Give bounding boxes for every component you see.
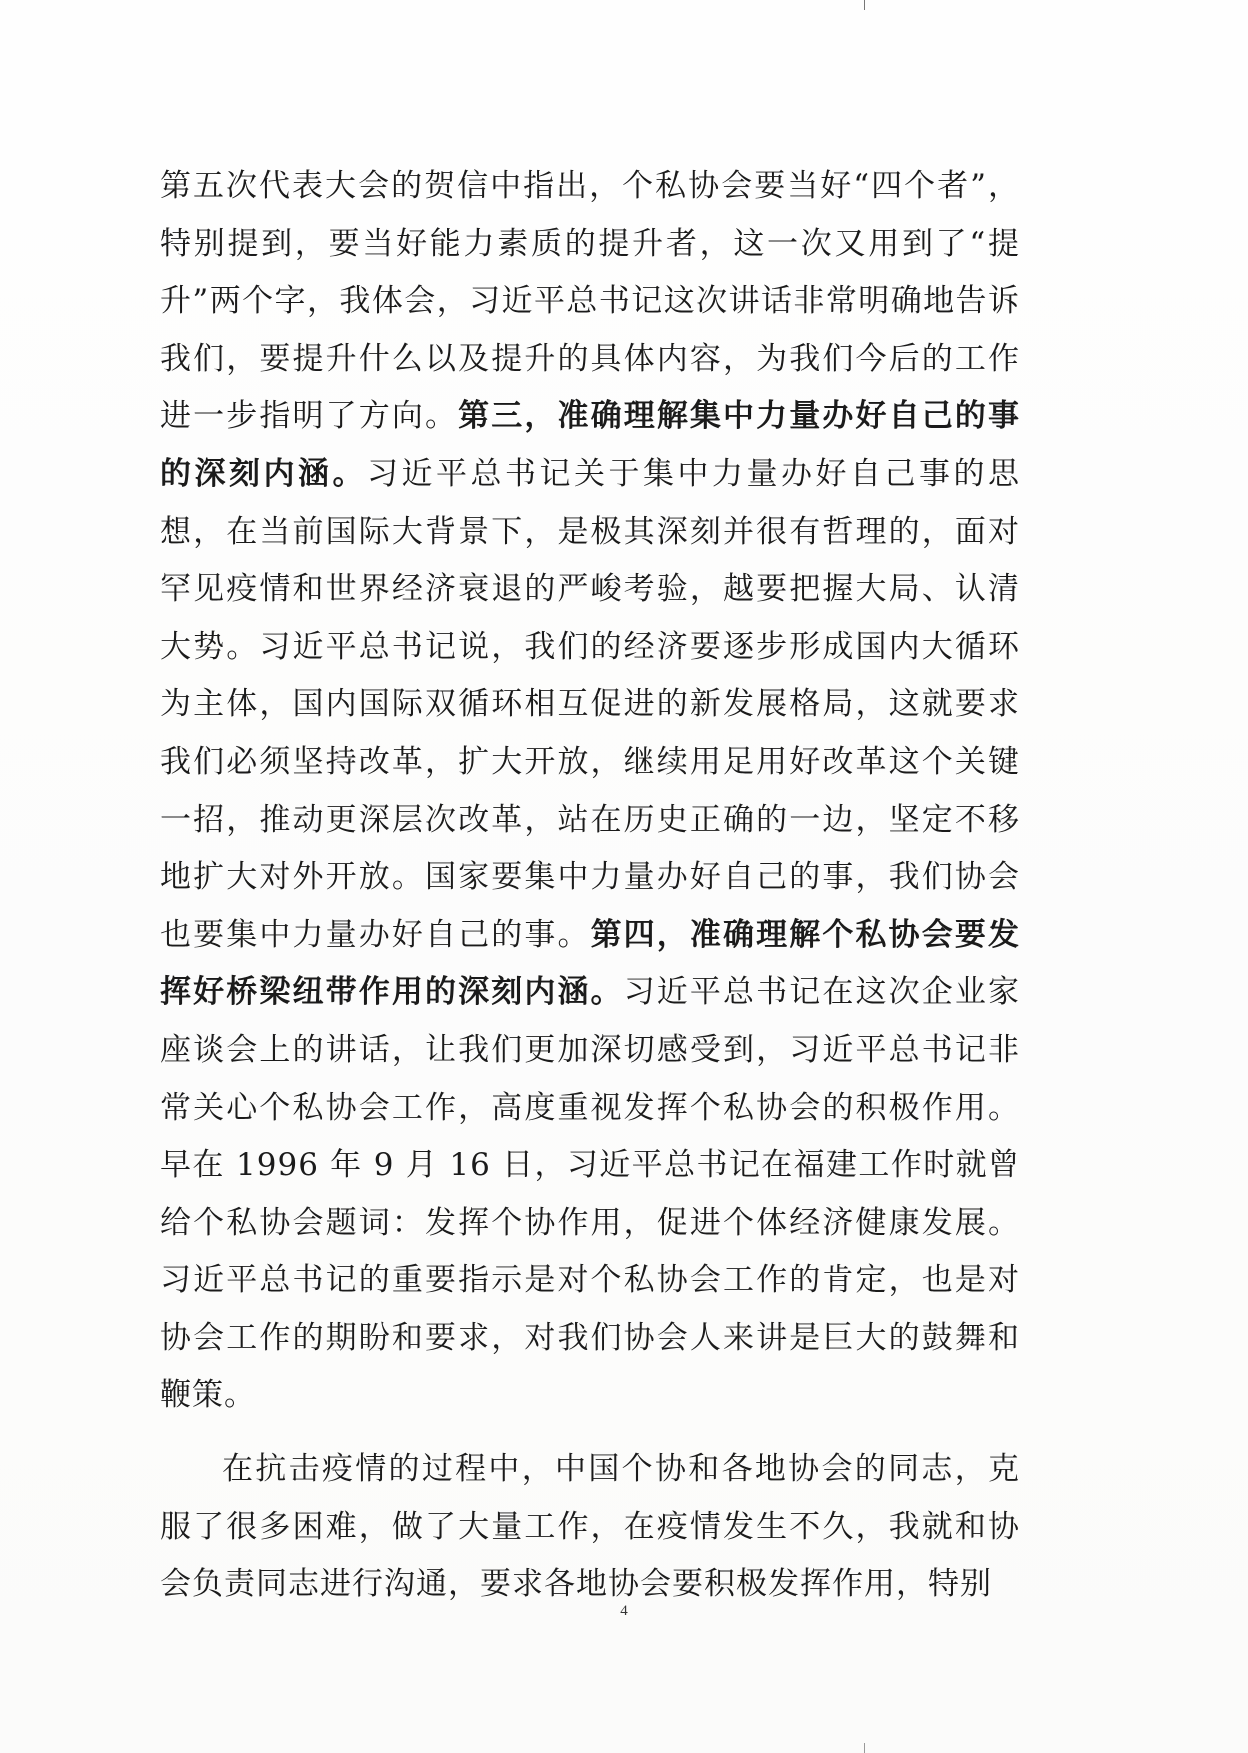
document-body	[160, 158, 1020, 1614]
heading-point-four: 第四，准确理解个私协会要发挥好桥梁纽带作用的深刻内涵。	[160, 916, 1021, 1011]
paragraph-1-text-c: 习近平总书记在这次企业家座谈会上的讲话，让我们更加深切感受到，习近平总书记非常关心个私协会工作，高度重视发挥个私协会的积极作用。早在 1996 年 9 月 16 日，习近平总书记在福建工作时就曾给个私协会题词：发挥个协作用，促进个体经济健康发展。习近平总书记的重要指示是对个私协会工作的肯定，也是对协会工作的期盼和要求，对我们协会人来讲是巨大的鼓舞和鞭策。	[160, 974, 1021, 1414]
page-number: 4	[620, 1603, 628, 1619]
paragraph-1-text-b: 习近平总书记关于集中力量办好自己事的思想，在当前国际大背景下，是极其深刻并很有哲理的，面对罕见疫情和世界经济衰退的严峻考验，越要把握大局、认清大势。习近平总书记说，我们的经济要逐步形成国内大循环为主体，国内国际双循环相互促进的新发展格局，这就要求我们必须坚持改革，扩大开放，继续用足用好改革这个关键一招，推动更深层次改革，站在历史正确的一边，坚定不移地扩大对外开放。国家要集中力量办好自己的事，我们协会也要集中力量办好自己的事。	[160, 455, 1020, 953]
binding-mark-top	[864, 0, 865, 10]
paragraph-1	[160, 158, 1020, 1425]
heading-point-three: 第三，准确理解集中力量办好自己的事的深刻内涵。	[160, 398, 1021, 492]
binding-mark-bottom	[864, 1743, 865, 1753]
paragraph-1-text-a: 第五次代表大会的贺信中指出，个私协会要当好“四个者”，特别提到，要当好能力素质的提升者，这一次又用到了“提升”两个字，我体会，习近平总书记这次讲话非常明确地告诉我们，要提升什么以及提升的具体内容，为我们今后的工作进一步指明了方向。	[160, 168, 1020, 435]
paragraph-2: 在抗击疫情的过程中，中国个协和各地协会的同志，克服了很多困难，做了大量工作，在疫情发生不久，我就和协会负责同志进行沟通，要求各地协会要积极发挥作用，特别	[160, 1451, 1020, 1603]
